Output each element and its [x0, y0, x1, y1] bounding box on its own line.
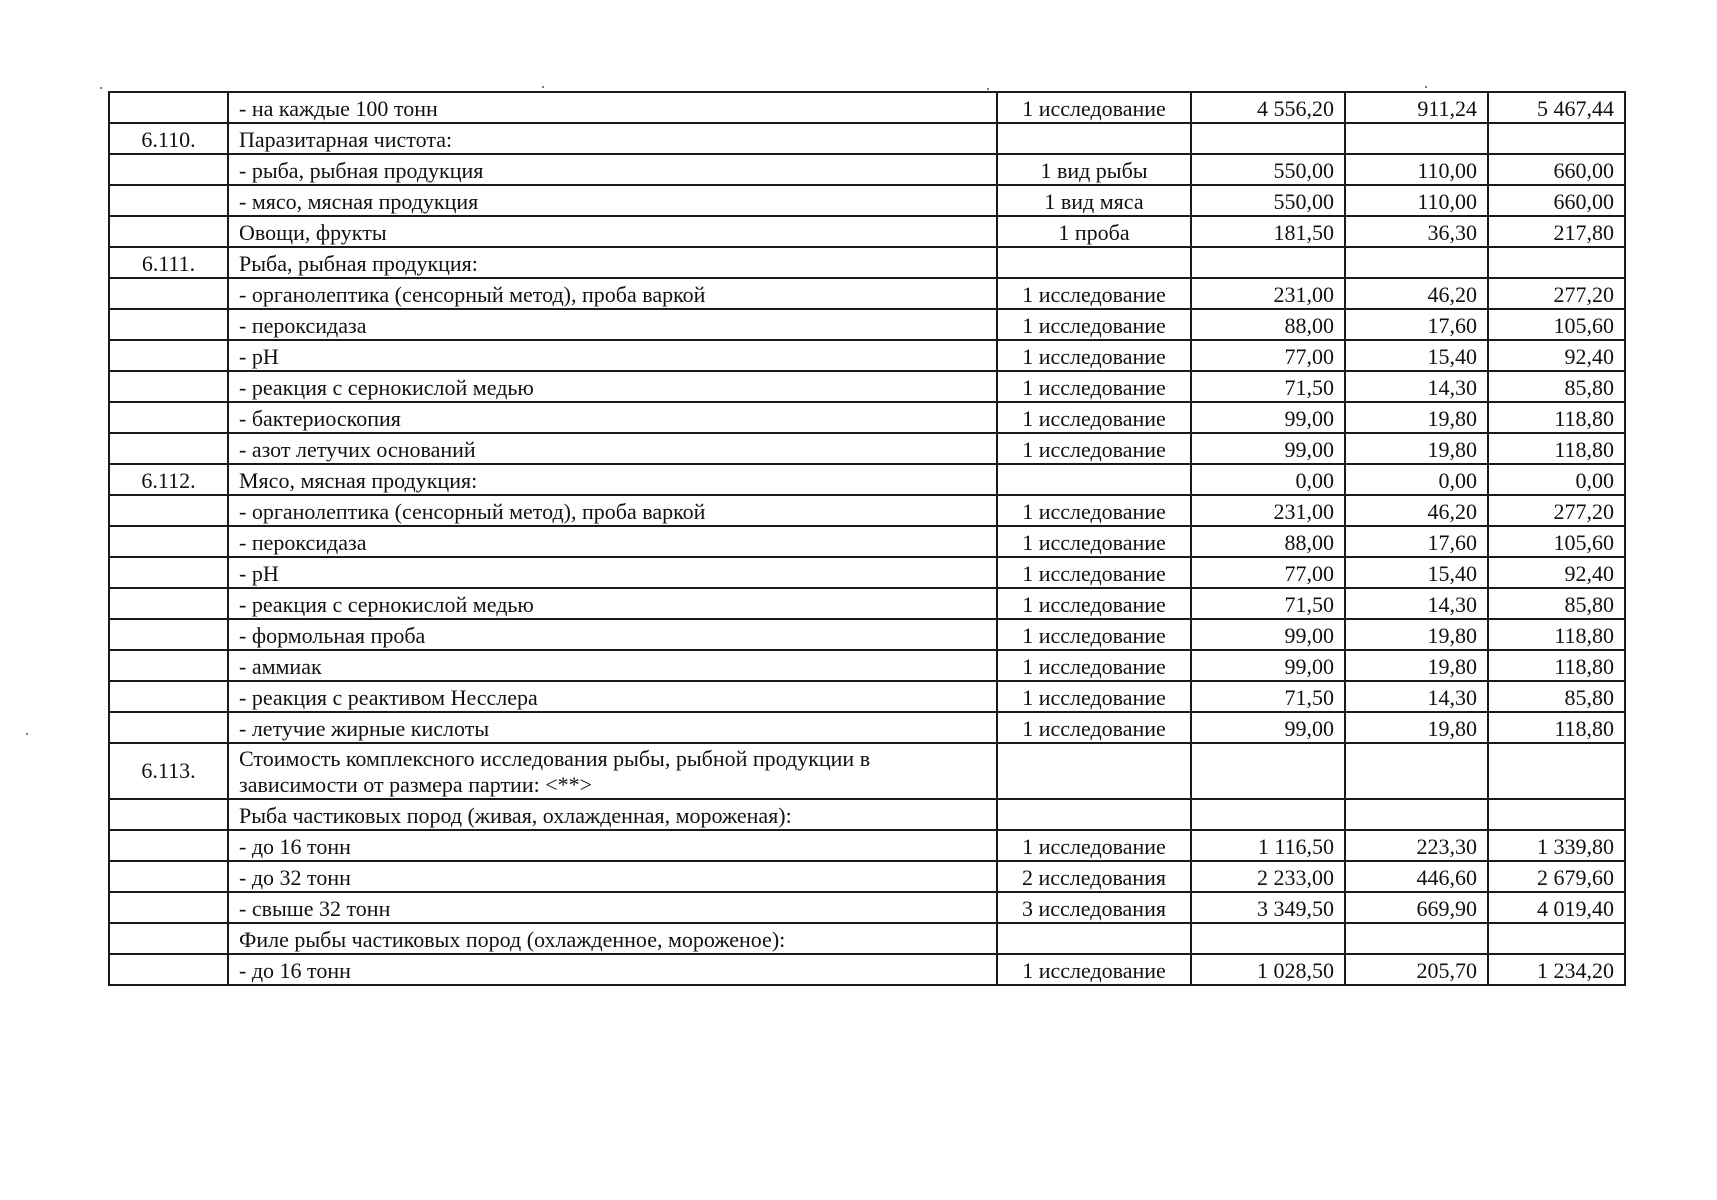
item-number-cell [109, 154, 228, 185]
table-row [109, 892, 1625, 923]
vat-cell: 911,24 [1345, 92, 1488, 123]
scan-speck [987, 88, 989, 90]
total-cell: 2 679,60 [1488, 861, 1625, 892]
vat-cell: 205,70 [1345, 954, 1488, 985]
item-number-cell [109, 588, 228, 619]
unit-cell: 3 исследования [997, 892, 1191, 923]
price-cell: 99,00 [1191, 650, 1345, 681]
price-cell: 4 556,20 [1191, 92, 1345, 123]
table-row [109, 247, 1625, 278]
item-number-cell [109, 799, 228, 830]
item-number-cell [109, 278, 228, 309]
service-name-cell: - азот летучих оснований [228, 433, 997, 464]
table-row [109, 681, 1625, 712]
service-name-cell: Стоимость комплексного исследования рыбы, рыбной продукции в зависимости от размера партии: <**> [228, 743, 997, 799]
table-row [109, 743, 1625, 799]
vat-cell: 19,80 [1345, 712, 1488, 743]
vat-cell: 223,30 [1345, 830, 1488, 861]
total-cell [1488, 247, 1625, 278]
table-row [109, 619, 1625, 650]
unit-cell [997, 247, 1191, 278]
table-row [109, 92, 1625, 123]
price-cell: 88,00 [1191, 526, 1345, 557]
price-cell: 99,00 [1191, 619, 1345, 650]
item-number-cell: 6.111. [109, 247, 228, 278]
price-cell: 181,50 [1191, 216, 1345, 247]
unit-cell: 1 исследование [997, 278, 1191, 309]
total-cell: 118,80 [1488, 650, 1625, 681]
price-cell [1191, 743, 1345, 799]
total-cell: 118,80 [1488, 619, 1625, 650]
scan-speck [100, 87, 102, 89]
vat-cell: 19,80 [1345, 433, 1488, 464]
total-cell: 277,20 [1488, 495, 1625, 526]
table-row [109, 216, 1625, 247]
total-cell: 118,80 [1488, 402, 1625, 433]
price-cell: 99,00 [1191, 712, 1345, 743]
price-cell [1191, 923, 1345, 954]
total-cell [1488, 123, 1625, 154]
unit-cell: 1 исследование [997, 588, 1191, 619]
vat-cell: 15,40 [1345, 340, 1488, 371]
price-cell: 88,00 [1191, 309, 1345, 340]
table-row [109, 588, 1625, 619]
total-cell: 5 467,44 [1488, 92, 1625, 123]
table-row [109, 861, 1625, 892]
price-cell: 0,00 [1191, 464, 1345, 495]
vat-cell: 19,80 [1345, 402, 1488, 433]
table-row [109, 954, 1625, 985]
unit-cell: 1 исследование [997, 495, 1191, 526]
price-list-table [108, 91, 1626, 986]
unit-cell: 1 исследование [997, 650, 1191, 681]
price-cell: 71,50 [1191, 371, 1345, 402]
item-number-cell: 6.113. [109, 743, 228, 799]
unit-cell: 1 исследование [997, 402, 1191, 433]
unit-cell: 1 исследование [997, 309, 1191, 340]
table-row [109, 278, 1625, 309]
price-cell [1191, 799, 1345, 830]
service-name-cell: Рыба частиковых пород (живая, охлажденная, мороженая): [228, 799, 997, 830]
unit-cell: 1 исследование [997, 681, 1191, 712]
service-name-cell: - до 16 тонн [228, 830, 997, 861]
item-number-cell [109, 371, 228, 402]
service-name-cell: - бактериоскопия [228, 402, 997, 433]
table-row [109, 557, 1625, 588]
vat-cell: 17,60 [1345, 309, 1488, 340]
unit-cell [997, 123, 1191, 154]
vat-cell: 14,30 [1345, 681, 1488, 712]
scan-speck [26, 733, 28, 735]
total-cell: 660,00 [1488, 154, 1625, 185]
item-number-cell [109, 495, 228, 526]
unit-cell: 1 исследование [997, 526, 1191, 557]
total-cell: 85,80 [1488, 588, 1625, 619]
total-cell: 277,20 [1488, 278, 1625, 309]
price-cell: 99,00 [1191, 433, 1345, 464]
item-number-cell: 6.110. [109, 123, 228, 154]
vat-cell: 46,20 [1345, 495, 1488, 526]
total-cell: 1 234,20 [1488, 954, 1625, 985]
vat-cell [1345, 923, 1488, 954]
unit-cell: 1 проба [997, 216, 1191, 247]
item-number-cell [109, 309, 228, 340]
price-cell: 71,50 [1191, 681, 1345, 712]
service-name-cell: - на каждые 100 тонн [228, 92, 997, 123]
service-name-cell: - мясо, мясная продукция [228, 185, 997, 216]
vat-cell: 110,00 [1345, 154, 1488, 185]
total-cell: 92,40 [1488, 557, 1625, 588]
unit-cell: 1 вид рыбы [997, 154, 1191, 185]
service-name-cell: Паразитарная чистота: [228, 123, 997, 154]
vat-cell: 110,00 [1345, 185, 1488, 216]
price-cell: 77,00 [1191, 557, 1345, 588]
service-name-cell: Мясо, мясная продукция: [228, 464, 997, 495]
table-row [109, 340, 1625, 371]
vat-cell [1345, 799, 1488, 830]
total-cell: 1 339,80 [1488, 830, 1625, 861]
table-row [109, 650, 1625, 681]
total-cell: 660,00 [1488, 185, 1625, 216]
total-cell: 4 019,40 [1488, 892, 1625, 923]
unit-cell: 1 исследование [997, 619, 1191, 650]
vat-cell: 446,60 [1345, 861, 1488, 892]
vat-cell: 669,90 [1345, 892, 1488, 923]
service-name-cell: - пероксидаза [228, 309, 997, 340]
unit-cell [997, 743, 1191, 799]
table-row [109, 154, 1625, 185]
service-name-cell: - летучие жирные кислоты [228, 712, 997, 743]
service-name-cell: - органолептика (сенсорный метод), проба варкой [228, 495, 997, 526]
price-cell [1191, 247, 1345, 278]
unit-cell: 1 исследование [997, 433, 1191, 464]
total-cell: 105,60 [1488, 526, 1625, 557]
unit-cell: 1 исследование [997, 371, 1191, 402]
service-name-cell: - до 32 тонн [228, 861, 997, 892]
item-number-cell [109, 619, 228, 650]
table-row [109, 526, 1625, 557]
total-cell: 85,80 [1488, 681, 1625, 712]
service-name-cell: - аммиак [228, 650, 997, 681]
unit-cell [997, 799, 1191, 830]
item-number-cell [109, 557, 228, 588]
total-cell [1488, 743, 1625, 799]
service-name-cell: - до 16 тонн [228, 954, 997, 985]
vat-cell: 19,80 [1345, 650, 1488, 681]
service-name-cell: - рН [228, 340, 997, 371]
service-name-cell: - формольная проба [228, 619, 997, 650]
item-number-cell [109, 650, 228, 681]
service-name-cell: - реакция с реактивом Несслера [228, 681, 997, 712]
total-cell: 85,80 [1488, 371, 1625, 402]
table-row [109, 309, 1625, 340]
item-number-cell [109, 954, 228, 985]
unit-cell: 1 исследование [997, 92, 1191, 123]
unit-cell: 1 исследование [997, 830, 1191, 861]
unit-cell [997, 923, 1191, 954]
unit-cell: 1 исследование [997, 557, 1191, 588]
price-cell: 550,00 [1191, 185, 1345, 216]
table-row [109, 923, 1625, 954]
service-name-cell: Филе рыбы частиковых пород (охлажденное, мороженое): [228, 923, 997, 954]
service-name-cell: - рыба, рыбная продукция [228, 154, 997, 185]
scan-speck [1425, 86, 1427, 88]
unit-cell: 1 исследование [997, 340, 1191, 371]
price-cell: 231,00 [1191, 495, 1345, 526]
item-number-cell: 6.112. [109, 464, 228, 495]
total-cell: 217,80 [1488, 216, 1625, 247]
price-cell: 231,00 [1191, 278, 1345, 309]
unit-cell: 1 вид мяса [997, 185, 1191, 216]
item-number-cell [109, 92, 228, 123]
table-row [109, 464, 1625, 495]
total-cell: 118,80 [1488, 712, 1625, 743]
price-cell: 71,50 [1191, 588, 1345, 619]
vat-cell: 15,40 [1345, 557, 1488, 588]
service-name-cell: Овощи, фрукты [228, 216, 997, 247]
price-cell: 1 116,50 [1191, 830, 1345, 861]
item-number-cell [109, 433, 228, 464]
table-row [109, 402, 1625, 433]
price-cell [1191, 123, 1345, 154]
vat-cell [1345, 247, 1488, 278]
vat-cell: 17,60 [1345, 526, 1488, 557]
item-number-cell [109, 340, 228, 371]
price-cell: 3 349,50 [1191, 892, 1345, 923]
price-cell: 1 028,50 [1191, 954, 1345, 985]
item-number-cell [109, 861, 228, 892]
unit-cell: 2 исследования [997, 861, 1191, 892]
table-row [109, 371, 1625, 402]
item-number-cell [109, 923, 228, 954]
scan-speck [542, 86, 544, 88]
service-name-cell: - свыше 32 тонн [228, 892, 997, 923]
total-cell: 92,40 [1488, 340, 1625, 371]
table-row [109, 495, 1625, 526]
item-number-cell [109, 526, 228, 557]
table-row [109, 433, 1625, 464]
price-cell: 550,00 [1191, 154, 1345, 185]
table-row [109, 185, 1625, 216]
unit-cell: 1 исследование [997, 954, 1191, 985]
total-cell: 105,60 [1488, 309, 1625, 340]
service-name-cell: - рН [228, 557, 997, 588]
price-list-body [109, 92, 1625, 985]
vat-cell: 19,80 [1345, 619, 1488, 650]
service-name-cell: Рыба, рыбная продукция: [228, 247, 997, 278]
total-cell: 118,80 [1488, 433, 1625, 464]
total-cell [1488, 923, 1625, 954]
item-number-cell [109, 712, 228, 743]
table-row [109, 799, 1625, 830]
table-row [109, 123, 1625, 154]
price-cell: 2 233,00 [1191, 861, 1345, 892]
service-name-cell: - реакция с сернокислой медью [228, 588, 997, 619]
vat-cell: 46,20 [1345, 278, 1488, 309]
vat-cell [1345, 743, 1488, 799]
item-number-cell [109, 830, 228, 861]
price-cell: 77,00 [1191, 340, 1345, 371]
item-number-cell [109, 216, 228, 247]
vat-cell: 14,30 [1345, 588, 1488, 619]
total-cell: 0,00 [1488, 464, 1625, 495]
item-number-cell [109, 892, 228, 923]
vat-cell: 0,00 [1345, 464, 1488, 495]
item-number-cell [109, 185, 228, 216]
table-row [109, 830, 1625, 861]
table-row [109, 712, 1625, 743]
price-cell: 99,00 [1191, 402, 1345, 433]
vat-cell: 36,30 [1345, 216, 1488, 247]
item-number-cell [109, 681, 228, 712]
vat-cell [1345, 123, 1488, 154]
vat-cell: 14,30 [1345, 371, 1488, 402]
item-number-cell [109, 402, 228, 433]
service-name-cell: - реакция с сернокислой медью [228, 371, 997, 402]
total-cell [1488, 799, 1625, 830]
service-name-cell: - пероксидаза [228, 526, 997, 557]
service-name-cell: - органолептика (сенсорный метод), проба варкой [228, 278, 997, 309]
unit-cell: 1 исследование [997, 712, 1191, 743]
unit-cell [997, 464, 1191, 495]
